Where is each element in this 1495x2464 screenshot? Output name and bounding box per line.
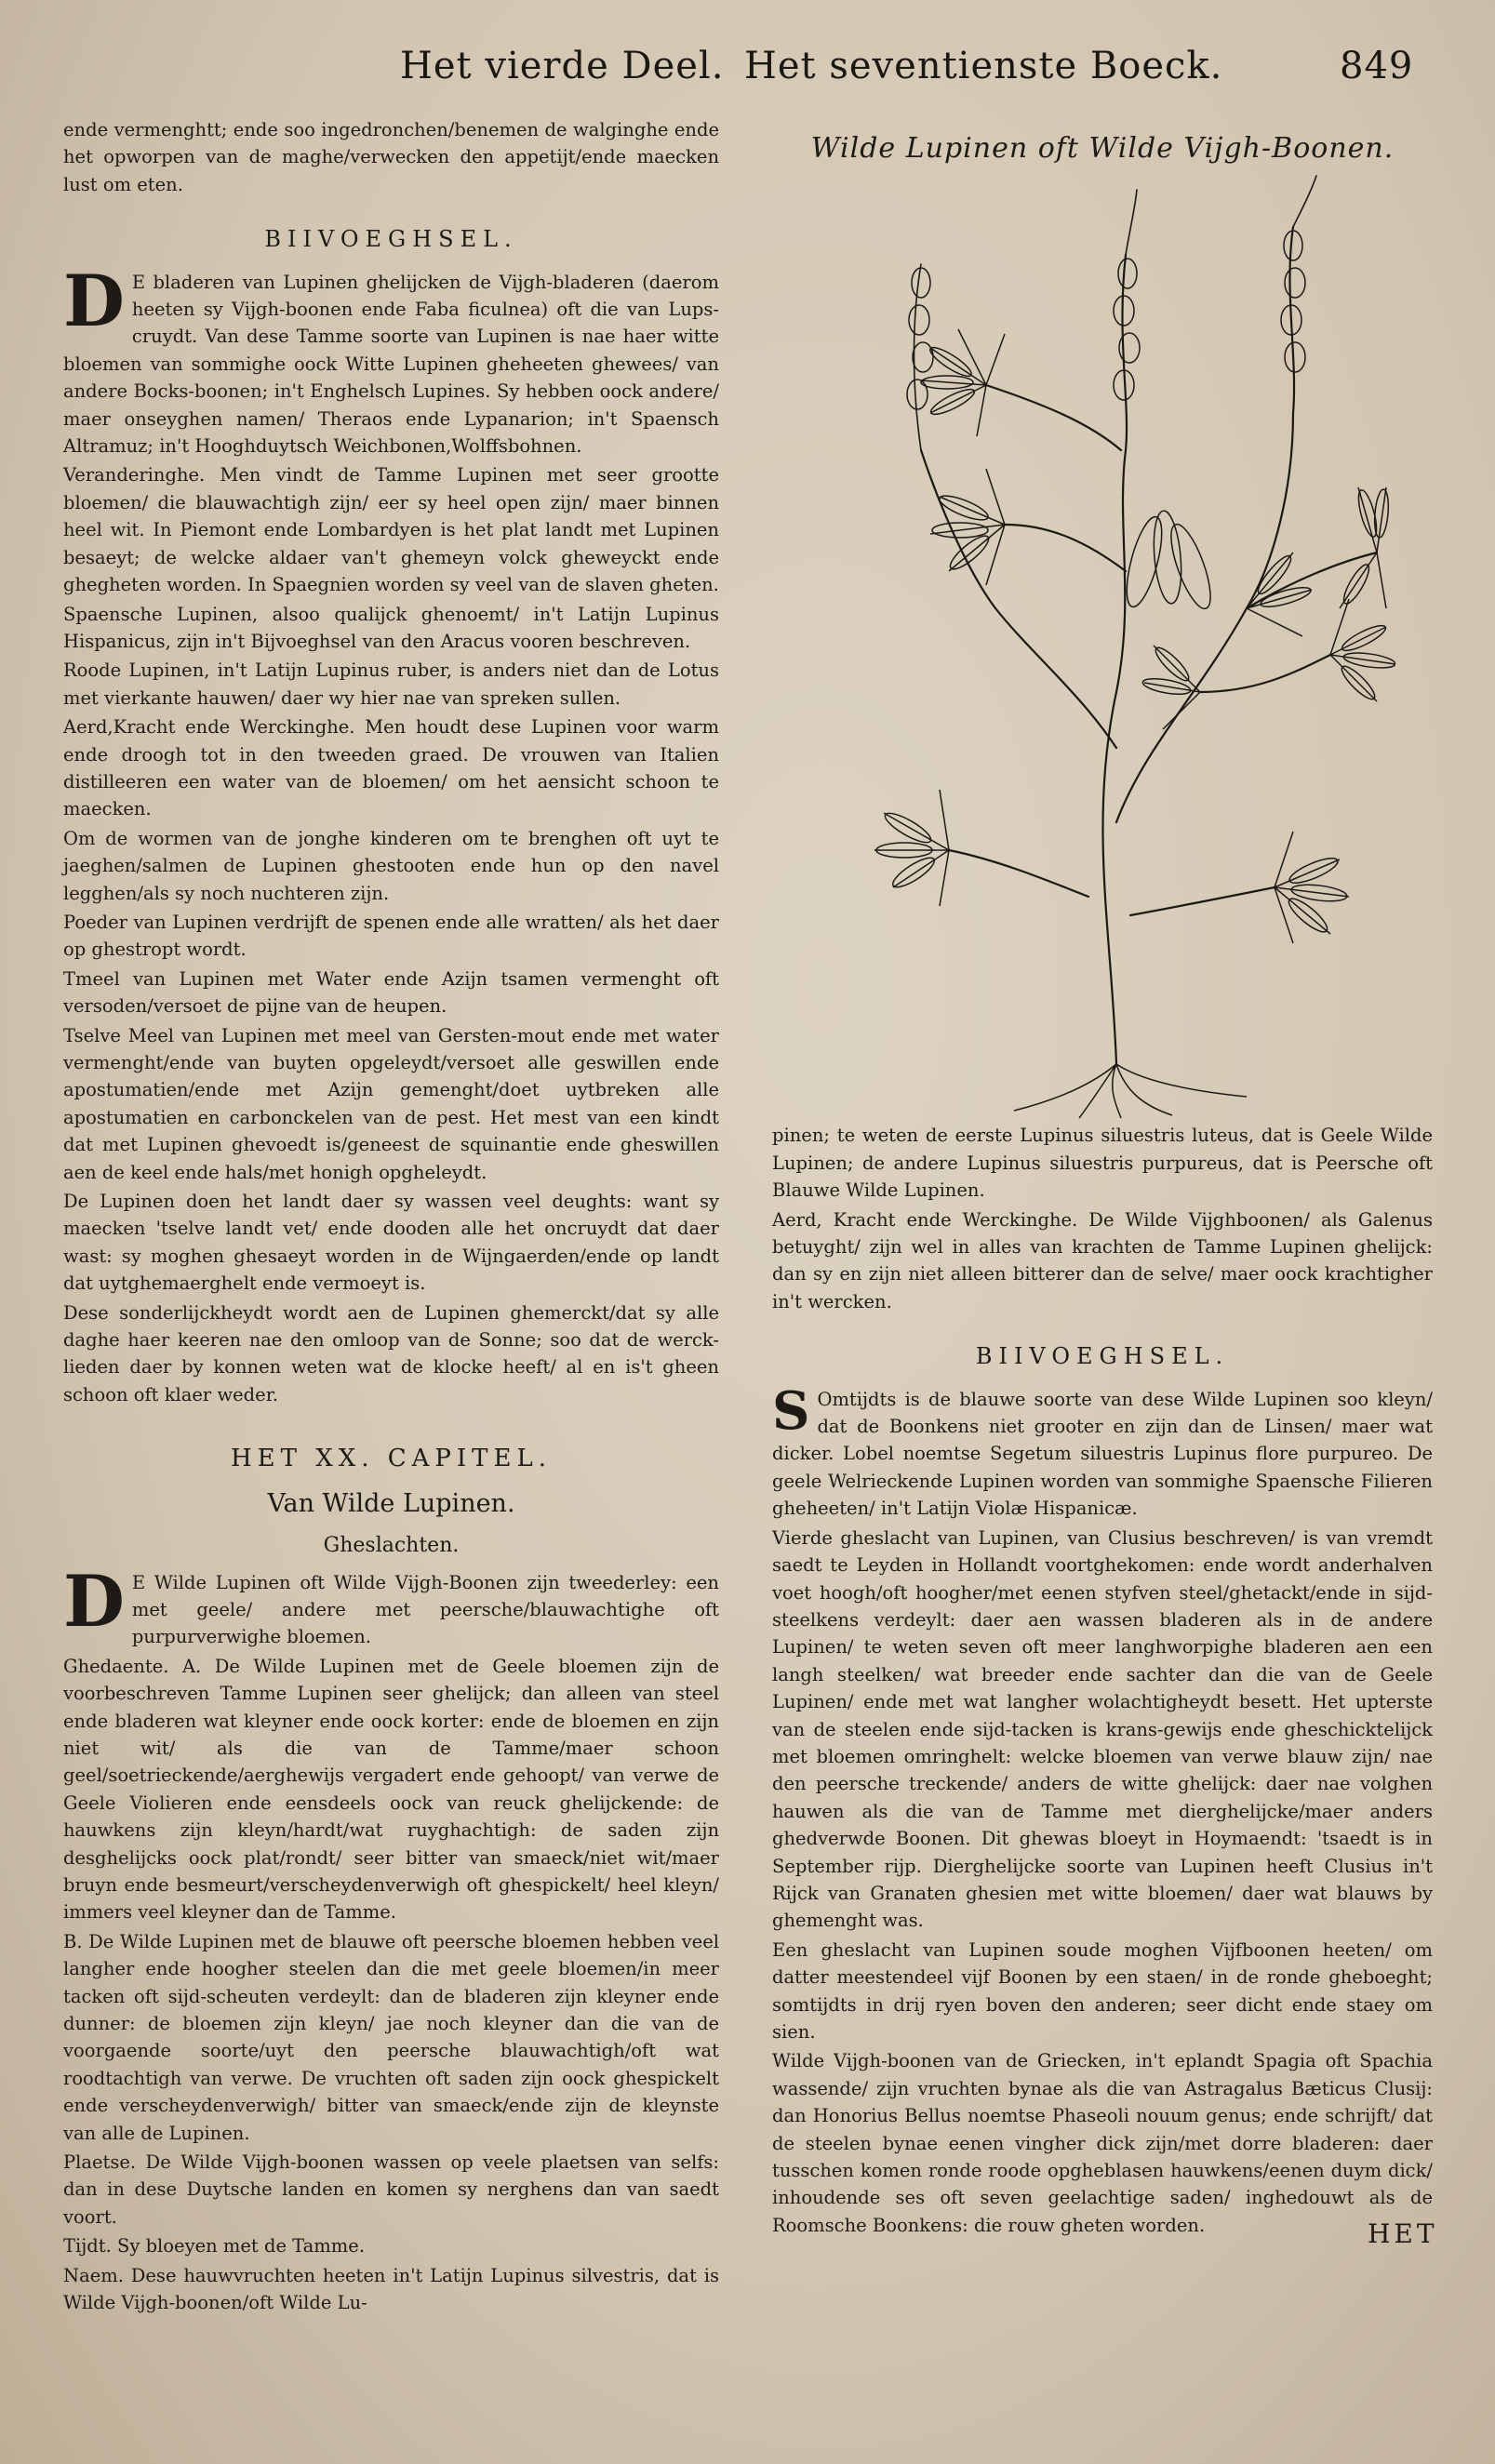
page-number: 849	[1340, 45, 1414, 87]
continuation-paragraph: pinen; te weten de eerste Lupinus siluestris luteus, dat is Geele Wilde Lupinen; de andere Lupinus siluestris purpureus, dat is Peersche oft Blauwe Wilde Lupinen.	[772, 1125, 1433, 1202]
chapter-paragraph: Plaetse. De Wilde Vijgh-boonen wassen op veele plaetsen van selfs: dan in dese Duytsche landen en komen sy nerghens dan van saedt voort.	[63, 2151, 719, 2228]
chapter-paragraph: Ghedaente. A. De Wilde Lupinen met de Geele bloemen zijn de voorbeschreven Tamme Lupinen seer ghelijck; dan alleen van steel ende bladeren wat kleyner ende oock korter: ende de bloemen en zijn niet wit/ als die van de Tamme/maer schoon geel/soetrieckende/aerghewijs vergadert ende gehoopt/ van verwe de Geele Violieren ende eensdeels oock van reuck ghelijckende: de hauwkens zijn kleyn/hardt/wat ruyghachtigh: de saden zijn desghelijcks oock plat/rondt/ seer bitter van smaeck/niet wit/maer bruyn ende besmeurt/verscheydenverwigh oft ghespickelt/ heel kleyn/ immers veel kleyner dan de Tamme.	[63, 1655, 719, 1924]
right-text	[772, 1122, 1433, 2239]
drop-cap: D	[63, 1559, 125, 1643]
intro-paragraph: ende vermenghtt; ende soo ingedronchen/benemen de walginghe ende het opworpen van de maghe/verwecken den appetijt/ende maecken lust om eten.	[63, 119, 719, 195]
illustration-title: Wilde Lupinen oft Wilde Vijgh-Boonen.	[810, 132, 1395, 165]
lupine-illustration	[809, 171, 1395, 1120]
bijvoeghsel-paragraph: Een gheslacht van Lupinen soude moghen Vijfboonen heeten/ om datter meestendeel vijf Boonen by een staen/ in de ronde gheboeght; somtijdts in drij ryen boven den anderen; seer dicht ende staey om sien.	[772, 1938, 1433, 2043]
section-heading: Gheslachten.	[323, 1534, 460, 1558]
aerd-paragraph: Aerd, Kracht ende Werckinghe. De Wilde Vijghboonen/ als Galenus betuyght/ zijn wel in alles van krachten de Tamme Lupinen ghelijck: dan sy en zijn niet alleen bitterer dan de selve/ maer oock krachtigher in't wercken.	[772, 1208, 1433, 1312]
bijvoeghsel-paragraph: Tselve Meel van Lupinen met meel van Gersten-mout ende met water vermenght/ende van buyten opgeleydt/versoet alle geswillen ende apostumatien/ende met Azijn gemenght/doet uytbreken alle apostumatien en carbonckelen van de pest. Het mest van een kindt dat met Lupinen ghevoedt is/geneest de squinantie ende gheswillen aen de keel ende hals/met honigh opgheleydt.	[63, 1024, 719, 1183]
chapter-paragraph: D E Wilde Lupinen oft Wilde Vijgh-Boonen zijn tweederley: een met geele/ andere met peersche/blauwachtighe oft purpurverwighe bloemen.	[63, 1559, 719, 1648]
bijvoeghsel-paragraph: Tmeel van Lupinen met Water ende Azijn tsamen vermenght oft versoden/versoet de pijne van de heupen.	[63, 967, 719, 1018]
bijvoeghsel-paragraph: Aerd,Kracht ende Werckinghe. Men houdt dese Lupinen voor warm ende droogh tot in den tweeden graed. De vrouwen van Italien distilleeren een water van de bloemen/ om het aensicht schoon te maecken.	[63, 716, 719, 820]
bijvoeghsel-paragraph: Om de wormen van de jonghe kinderen om te brenghen oft uyt te jaeghen/salmen de Lupinen ghestooten ende hun op den navel legghen/als sy noch nuchteren zijn.	[63, 827, 719, 904]
chapter-subtitle: Van Wilde Lupinen.	[267, 1488, 515, 1518]
bijvoeghsel-paragraph: Spaensche Lupinen, alsoo qualijck ghenoemt/ in't Latijn Lupinus Hispanicus, zijn in't Bijvoeghsel van den Aracus vooren beschreven.	[63, 603, 719, 652]
catchword: HET	[1368, 2218, 1438, 2249]
bijvoeghsel-heading: BIIVOEGHSEL.	[264, 226, 518, 253]
bijvoeghsel-paragraph: Vierde gheslacht van Lupinen, van Clusius beschreven/ is van vremdt saedt te Leyden in Hollandt voortghekomen: ende wordt anderhalven voet hoogh/oft hoogher/met eenen styfven steel/ghetackt/ende in sijd-steelkens verdeylt: daer aen wassen bladeren als in de andere Lupinen/ te weten seven oft meer langhworpighe bladeren aen een langh steelken/ wat breeder ende sachter dan die van de Geele Lupinen/ ende met wat langher wolachtigheydt besett. Het upterste van de steelen ende sijd-tacken is krans-gewijs ende gheschicktelijck met bloemen omringhelt: welcke bloemen van verwe blauw zijn/ nae den peersche treckende/ anders de witte ghelijck: daer nae volghen hauwen als die van de Tamme met dierghelijcke/maer anders ghedverwde Boonen. Dit ghewas bloeyt in Hoymaendt: 'tsaedt is in September rijp. Dierghelijcke soorte van Lupinen heeft Clusius in't Rijck van Granaten ghesien met witte bloemen/ daer wat blauws by ghemenght was.	[772, 1526, 1433, 1932]
bijvoeghsel-paragraph: S Omtijdts is de blauwe soorte van dese Wilde Lupinen soo kleyn/ dat de Boonkens niet grooter en zijn dan de Linsen/ maer wat dicker. Lobel noemtse Segetum siluestris Lupinus flore purpureo. De geele Welrieckende Lupinen worden van sommighe Spaensche Filieren gheheeten/ in't Latijn Violæ Hispanicæ.	[772, 1379, 1433, 1520]
bijvoeghsel-paragraph: Veranderinghe. Men vindt de Tamme Lupinen met seer grootte bloemen/ die blauwachtigh zijn/ eer sy heel open zijn/ maer binnen heel wit. In Piemont ende Lombardyen is het plat landt met Lupinen besaeyt; de welcke aldaer van't ghemeyn volck gheweyckt ende ghegheten worden. In Spaegnien worden sy veel van de slaven gheten.	[63, 464, 719, 596]
chapter-paragraph: Tijdt. Sy bloeyen met de Tamme.	[63, 2235, 366, 2258]
header-part: Het vierde Deel.	[400, 45, 725, 87]
bijvoeghsel-paragraph: Poeder van Lupinen verdrijft de spenen ende alle wratten/ als het daer op ghestropt wordt.	[63, 911, 719, 961]
header-book: Het seventienste Boeck.	[744, 45, 1223, 87]
bijvoeghsel-paragraph: Dese sonderlijckheydt wordt aen de Lupinen ghemerckt/dat sy alle daghe haer keeren nae den omloop van de Sonne; soo dat de werck-lieden daer by konnen weten wat de klocke heeft/ al en is't gheen schoon oft klaer weder.	[63, 1301, 719, 1405]
bijvoeghsel-heading: BIIVOEGHSEL.	[975, 1343, 1230, 1370]
running-header	[0, 45, 1495, 100]
bijvoeghsel-paragraph: Roode Lupinen, in't Latijn Lupinus ruber, is anders niet dan de Lotus met vierkante hauwen/ daer wy hier nae van spreken sullen.	[63, 659, 719, 709]
right-column	[772, 116, 1433, 2241]
drop-cap: D	[63, 259, 125, 342]
left-column	[63, 116, 719, 2318]
drop-cap: S	[772, 1379, 810, 1442]
bijvoeghsel-paragraph: De Lupinen doen het landt daer sy wassen veel deughts: want sy maecken 'tselve landt vet/ ende dooden alle het oncruydt dat daer wast: sy moghen ghesaeyt worden in de Wijngaerden/ende op landt dat uytghemaerghelt ende vermoeyt is.	[63, 1191, 719, 1295]
chapter-heading: HET XX. CAPITEL.	[230, 1445, 553, 1473]
bijvoeghsel-paragraph: D E bladeren van Lupinen ghelijcken de Vijgh-bladeren (daerom heeten sy Vijgh-boonen ende Faba ficulnea) oft die van Lups-cruydt. Van dese Tamme soorte van Lupinen is nae haer witte bloemen van sommighe oock Witte Lupinen gheheeten ghewees/ van andere Bocks-boonen; in't Enghelsch Lupines. Sy hebben oock andere/ maer onseyghen namen/ Theraos ende Lypanarion; in't Spaensch Altramuz; in't Hooghduytsch Weichbonen,Wolffsbohnen.	[63, 259, 719, 458]
chapter-paragraph: B. De Wilde Lupinen met de blauwe oft peersche bloemen hebben veel langher ende hoogher steelen dan die met geele bloemen/in meer tacken oft sijd-scheuten verdeylt: dan de bladeren zijn kleyner ende dunner: de bloemen zijn kleyn/ jae noch kleyner dan die van de voorgaende soorte/uyt den peersche blauwachtigh/oft wat roodtachtigh van verwe. De vruchten oft saden zijn oock ghespickelt ende verscheydenverwigh/ bitter van smaeck/ende zijn de kleynste van alle de Lupinen.	[63, 1930, 719, 2144]
bijvoeghsel-paragraph: Wilde Vijgh-boonen van de Griecken, in't eplandt Spagia oft Spachia wassende/ zijn vruchten bynae als die van Astragalus Bæticus Clusij: dan Honorius Bellus noemtse Phaseoli nouum genus; ende schrijft/ dat de steelen bynae eenen vingher dick zijn/met dorre bladeren: daer tusschen komen ronde roode opgheblasen hauwkens/eenen duym dick/ inhoudende ses oft seven geelachtige saden/ inghedouwt als de Roomsche Boonkens: die rouw gheten worden.	[772, 2050, 1433, 2236]
chapter-paragraph: Naem. Dese hauwvruchten heeten in't Latijn Lupinus silvestris, dat is Wilde Vijgh-boonen/oft Wilde Lu-	[63, 2264, 719, 2314]
